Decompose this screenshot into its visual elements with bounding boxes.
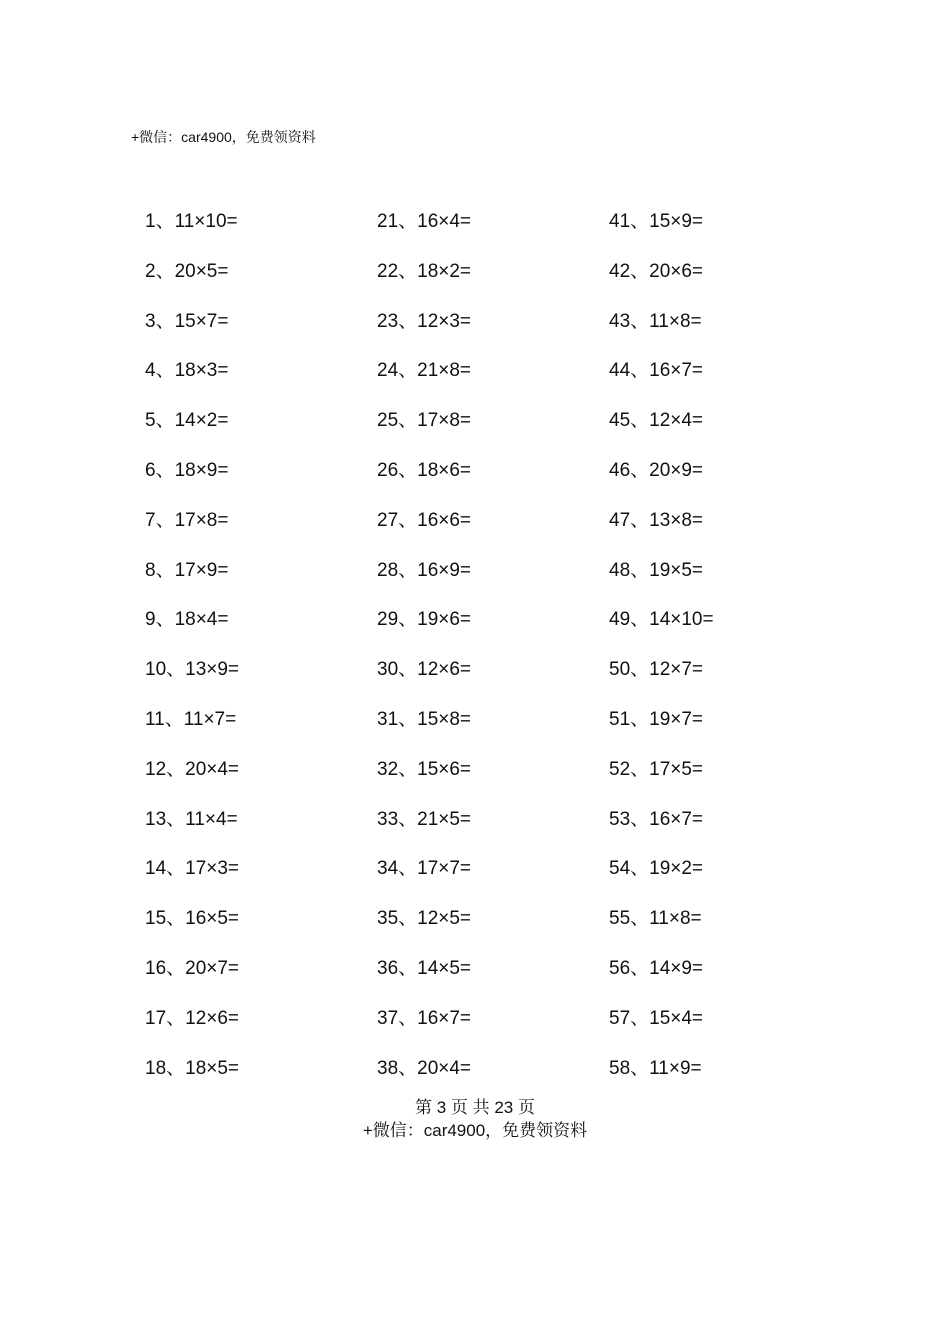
math-problem: 35、12×5=	[377, 908, 472, 930]
math-problem: 49、14×10=	[609, 609, 714, 631]
math-problem: 34、17×7=	[377, 858, 472, 880]
math-problem: 30、12×6=	[377, 659, 472, 681]
page-number: 第 3 页 共 23 页	[415, 1098, 535, 1117]
math-problem: 41、15×9=	[609, 211, 704, 232]
math-problem: 1、11×10=	[145, 211, 238, 232]
math-problem: 57、15×4=	[609, 1007, 704, 1029]
math-problem: 48、19×5=	[609, 559, 704, 581]
math-problem: 2、20×5=	[145, 260, 229, 282]
problem-column-1	[145, 203, 365, 1099]
math-problem: 23、12×3=	[377, 310, 472, 332]
math-problem: 52、17×5=	[609, 758, 704, 780]
math-problem: 33、21×5=	[377, 808, 472, 830]
math-problem: 53、16×7=	[609, 808, 704, 830]
math-problem: 21、16×4=	[377, 211, 472, 232]
math-problem: 43、11×8=	[609, 310, 702, 332]
math-problem: 45、12×4=	[609, 410, 704, 432]
math-problem: 6、18×9=	[145, 459, 229, 481]
math-problem: 9、18×4=	[145, 609, 229, 631]
math-problem: 55、11×8=	[609, 908, 702, 930]
math-problem: 56、14×9=	[609, 957, 704, 979]
header-note: +微信：car4900，免费领资料	[131, 129, 316, 145]
math-problem: 15、16×5=	[145, 908, 240, 930]
math-problem: 58、11×9=	[609, 1057, 702, 1079]
problem-column-2	[377, 203, 597, 1099]
math-problem: 51、19×7=	[609, 708, 704, 730]
math-problem: 31、15×8=	[377, 708, 472, 730]
math-problem: 46、20×9=	[609, 459, 704, 481]
math-problem: 17、12×6=	[145, 1007, 240, 1029]
math-problem: 5、14×2=	[145, 410, 229, 432]
math-problem: 26、18×6=	[377, 459, 472, 481]
math-problem: 18、18×5=	[145, 1057, 240, 1079]
math-problem: 37、16×7=	[377, 1007, 472, 1029]
math-problem: 14、17×3=	[145, 858, 240, 880]
math-problem: 11、11×7=	[145, 708, 237, 730]
math-problem: 54、19×2=	[609, 858, 704, 880]
math-problem: 32、15×6=	[377, 758, 472, 780]
math-problem: 28、16×9=	[377, 559, 472, 581]
math-problem: 13、11×4=	[145, 808, 238, 830]
math-problem: 24、21×8=	[377, 360, 472, 382]
math-problem: 22、18×2=	[377, 260, 472, 282]
math-problem: 25、17×8=	[377, 410, 472, 432]
math-problem: 12、20×4=	[145, 758, 240, 780]
math-problem: 3、15×7=	[145, 310, 229, 332]
math-problem: 8、17×9=	[145, 559, 229, 581]
math-problem: 47、13×8=	[609, 509, 704, 531]
math-problem: 44、16×7=	[609, 360, 704, 382]
math-problem: 4、18×3=	[145, 360, 229, 382]
math-problem: 36、14×5=	[377, 957, 472, 979]
problem-column-3	[609, 203, 829, 1099]
math-problem: 38、20×4=	[377, 1057, 472, 1079]
math-problem: 7、17×8=	[145, 509, 229, 531]
math-problem: 16、20×7=	[145, 957, 240, 979]
math-problem: 27、16×6=	[377, 509, 472, 531]
math-problem: 42、20×6=	[609, 260, 704, 282]
footer-note: +微信：car4900，免费领资料	[362, 1121, 588, 1140]
math-problem: 29、19×6=	[377, 609, 472, 631]
math-problem: 50、12×7=	[609, 659, 704, 681]
math-problem: 10、13×9=	[145, 659, 240, 681]
